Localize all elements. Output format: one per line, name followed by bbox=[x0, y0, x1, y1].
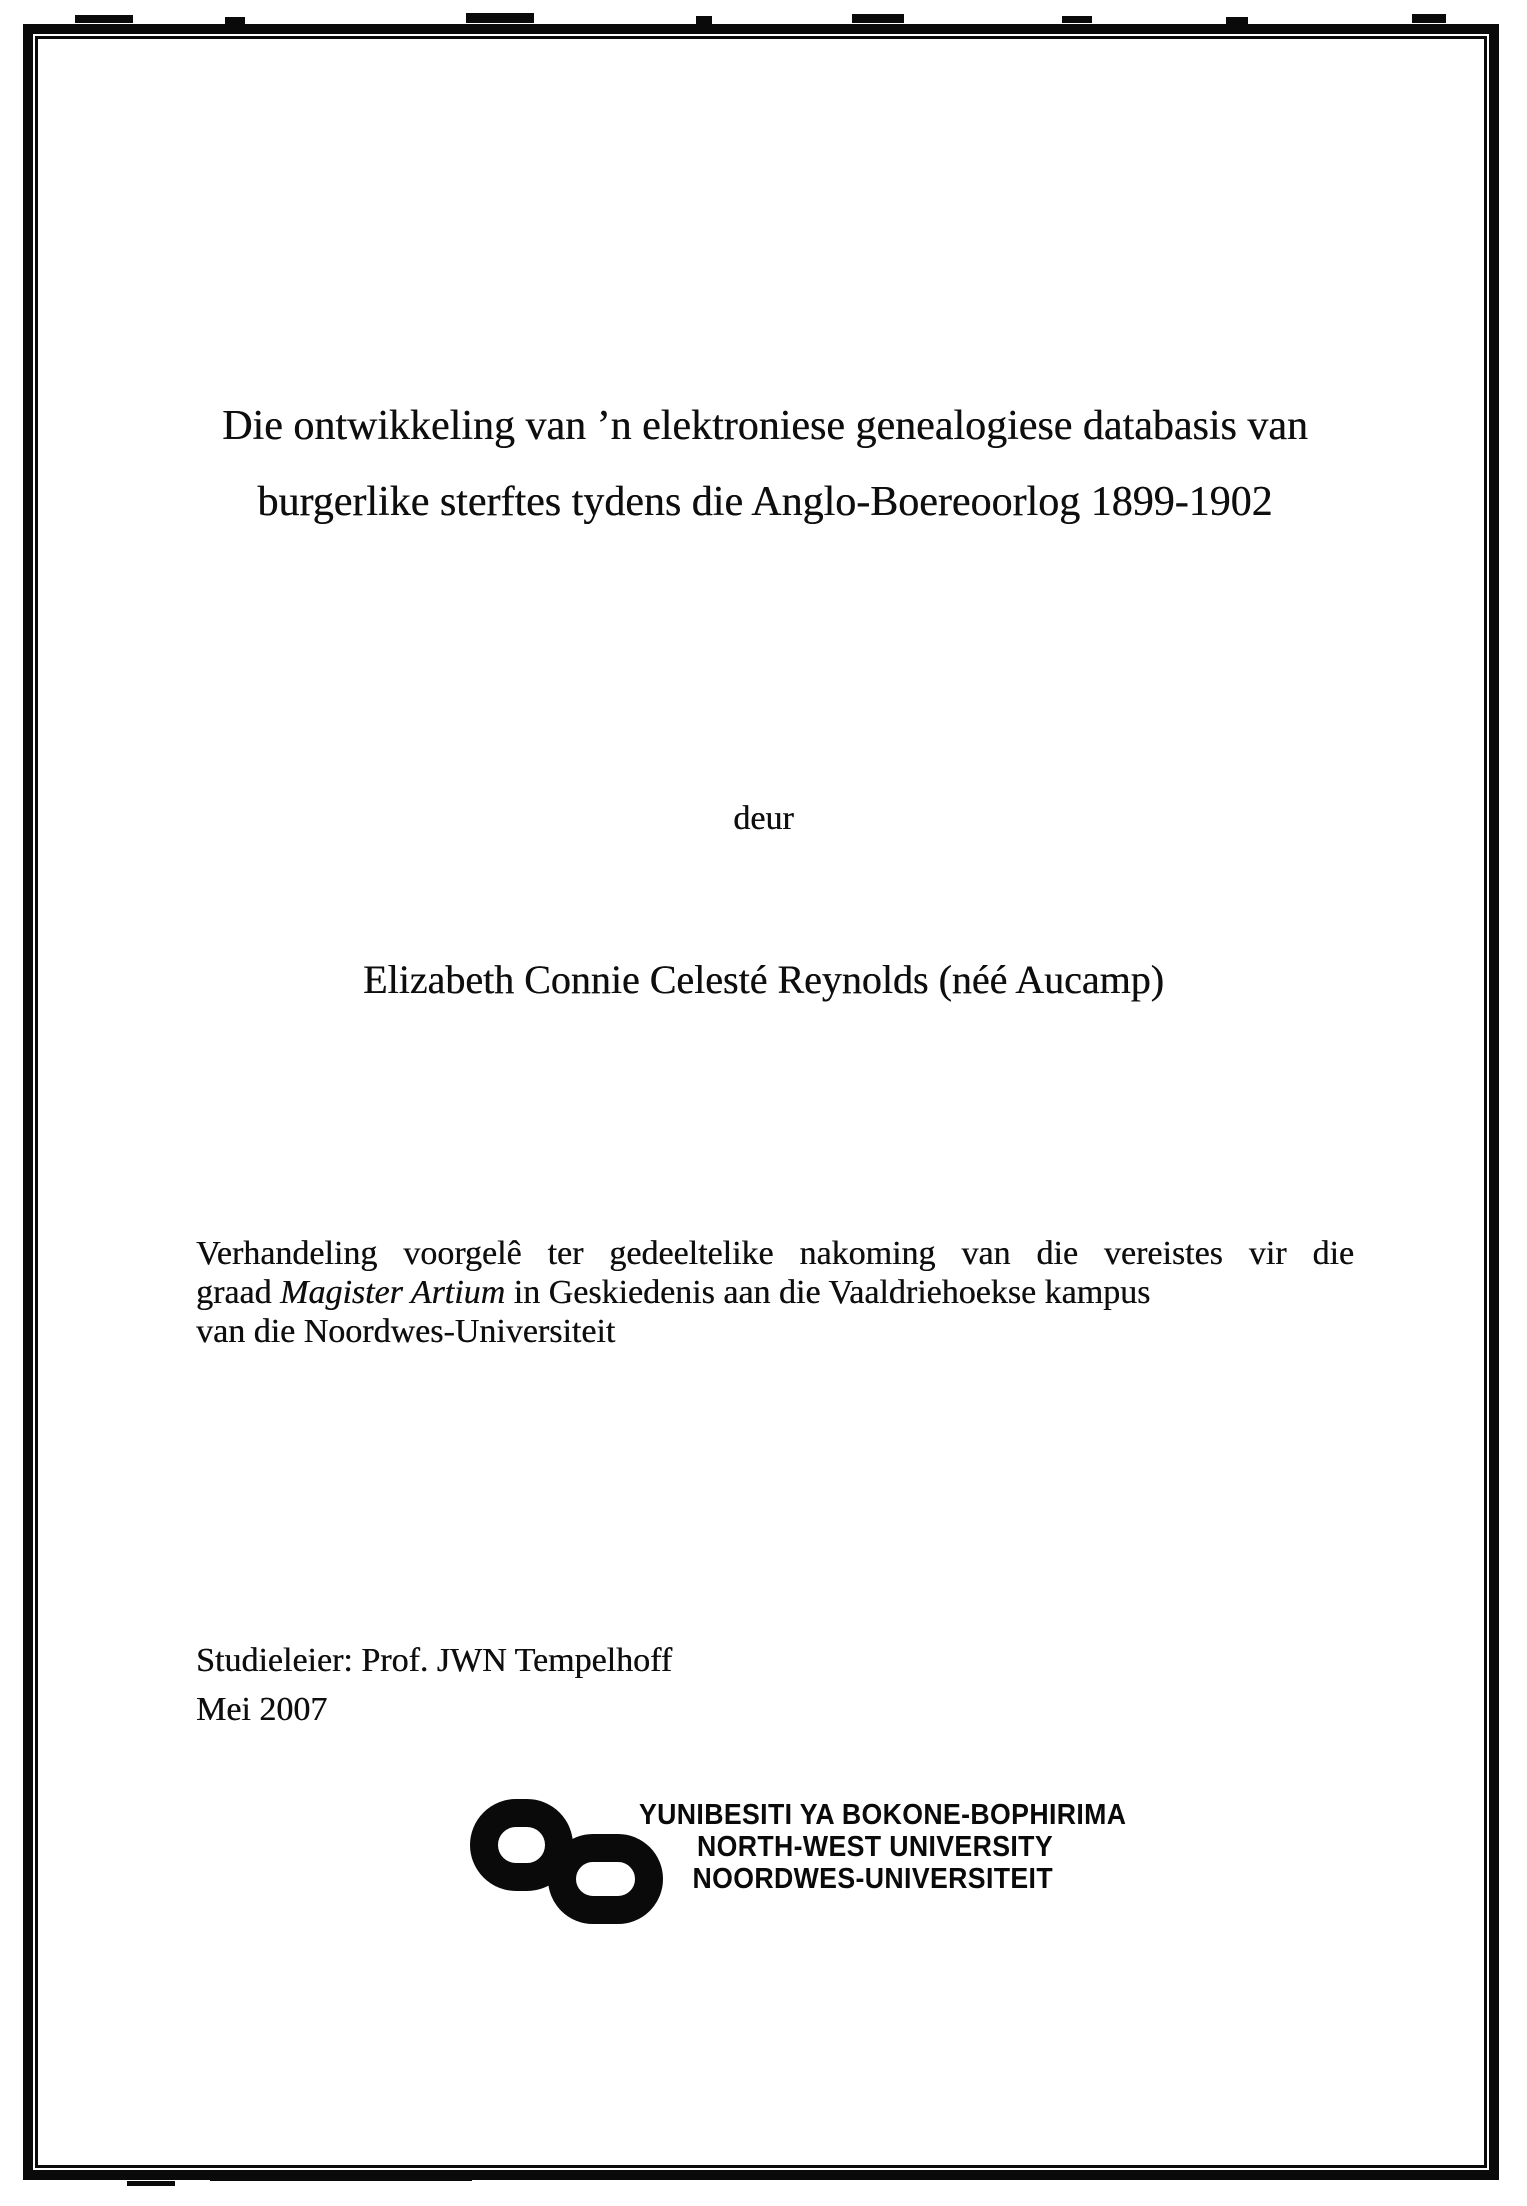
degree-statement-line-2 bbox=[196, 1273, 1354, 1312]
nwu-chain-links-logo-icon bbox=[470, 1799, 665, 1926]
date-line: Mei 2007 bbox=[196, 1691, 328, 1728]
byline-deur: deur bbox=[733, 800, 794, 837]
university-name-block bbox=[639, 1799, 1127, 1895]
degree-statement-line-3: van die Noordwes-Universiteit bbox=[196, 1313, 616, 1350]
thesis-title bbox=[150, 388, 1380, 540]
university-name-english: NORTH-WEST UNIVERSITY bbox=[696, 1831, 1053, 1863]
degree-statement-line-1: Verhandeling voorgelê ter gedeeltelike nakoming van die vereistes vir die bbox=[196, 1235, 1354, 1272]
scan-artifact bbox=[75, 15, 133, 23]
degree-statement bbox=[196, 1234, 1354, 1351]
scan-artifact bbox=[466, 13, 534, 23]
scan-artifact bbox=[225, 17, 245, 24]
scan-artifact bbox=[696, 16, 712, 24]
thesis-title-line-2: burgerlike sterftes tydens die Anglo-Boereoorlog 1899-1902 bbox=[257, 479, 1273, 525]
degree-statement-line-2-pre: graad bbox=[196, 1274, 281, 1311]
scan-artifact bbox=[1412, 14, 1446, 23]
degree-statement-line-2-post: in Geskiedenis aan die Vaaldriehoekse kampus bbox=[505, 1274, 1151, 1311]
scan-artifact bbox=[1226, 17, 1248, 24]
author-name: Elizabeth Connie Celesté Reynolds (néé Aucamp) bbox=[363, 957, 1164, 1002]
degree-name-italic: Magister Artium bbox=[280, 1274, 506, 1311]
supervisor-line: Studieleier: Prof. JWN Tempelhoff bbox=[196, 1642, 673, 1679]
scan-artifact bbox=[852, 14, 904, 23]
university-name-setswana: YUNIBESITI YA BOKONE-BOPHIRIMA bbox=[639, 1799, 1127, 1831]
scan-artifact bbox=[1062, 16, 1092, 23]
scan-artifact bbox=[127, 2181, 175, 2186]
university-name-afrikaans: NOORDWES-UNIVERSITEIT bbox=[692, 1863, 1053, 1895]
thesis-title-line-1: Die ontwikkeling van ’n elektroniese genealogiese databasis van bbox=[222, 403, 1308, 449]
